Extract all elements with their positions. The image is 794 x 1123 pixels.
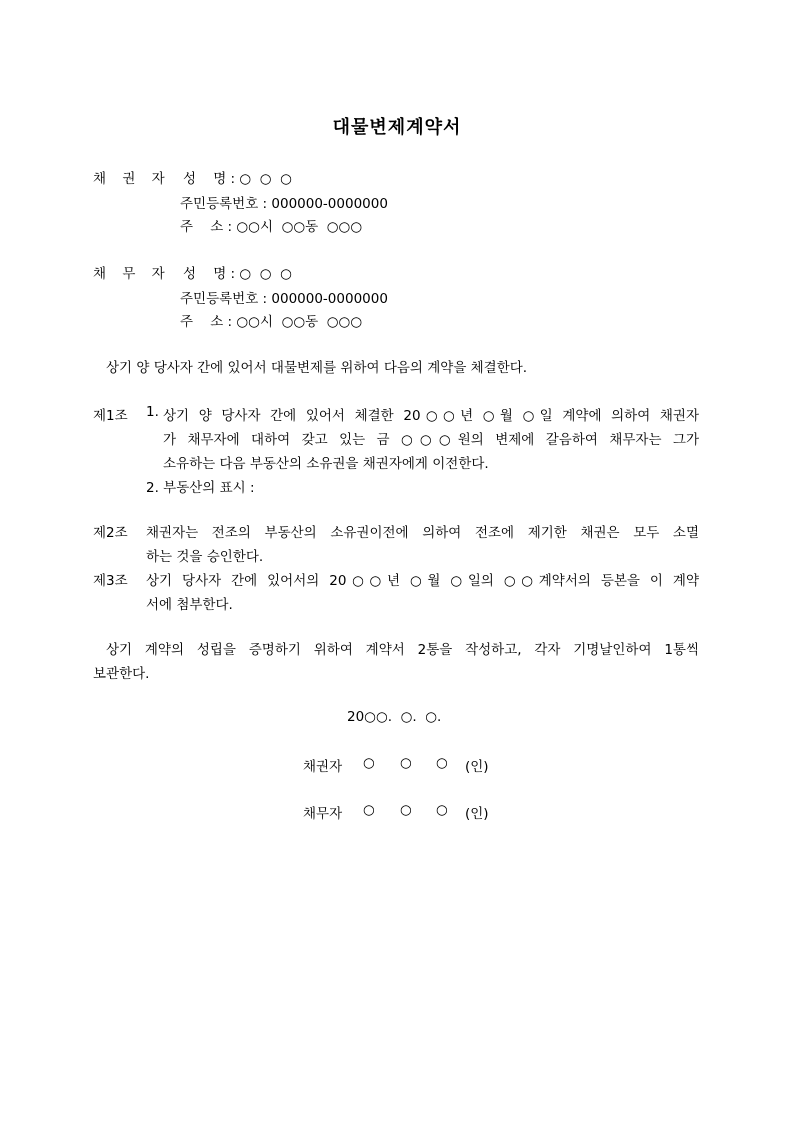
- article-1-label: 제1조: [93, 408, 128, 424]
- debtor-name-row: [183, 262, 292, 282]
- signature-role: 채무자: [303, 806, 343, 822]
- signature-role: 채권자: [303, 759, 343, 775]
- article-3-line-2: 서에 첨부한다.: [146, 597, 233, 613]
- creditor-id-label: 주민등록번호 :: [180, 196, 268, 212]
- creditor-role-label: 채 권 자: [93, 171, 171, 187]
- signature-name-char: ○: [400, 802, 412, 818]
- intro-paragraph: 상기 양 당사자 간에 있어서 대물변제를 위하여 다음의 계약을 체결한다.: [106, 360, 528, 376]
- debtor-address-value: ○○시 ○○동 ○○○: [236, 314, 363, 330]
- article-2-line-2: 하는 것을 승인한다.: [146, 549, 264, 565]
- creditor-address-label: 주 소 :: [180, 219, 233, 235]
- creditor-name-row: [183, 167, 292, 187]
- article-1-item-1-line-1: 상기 양 당사자 간에 있어서 체결한 20○○년 ○월 ○일 계약에 의하여 채권자: [163, 408, 699, 424]
- signature-name-char: ○: [436, 755, 448, 771]
- article-1-item-2: 2. 부동산의 표시 :: [146, 480, 255, 496]
- article-3-line-1: 상기 당사자 간에 있어서의 20○○년 ○월 ○일의 ○○계약서의 등본을 이 계약: [146, 573, 699, 589]
- debtor-id-label: 주민등록번호 :: [180, 291, 268, 307]
- debtor-name-label: 성 명 :: [183, 266, 236, 282]
- creditor-name-label: 성 명 :: [183, 171, 236, 187]
- signature-name-char: ○: [363, 755, 375, 771]
- article-1-item-1-line-2: 가 채무자에 대하여 갖고 있는 금 ○○○원의 변제에 갈음하여 채무자는 그가: [163, 432, 699, 448]
- article-3-label: 제3조: [93, 573, 128, 589]
- document-title: 대물변제계약서: [332, 117, 462, 138]
- contract-date: 20○○. ○. ○.: [347, 709, 442, 725]
- creditor-id-value: 000000-0000000: [271, 196, 388, 212]
- article-1-item-1-line-3: 소유하는 다음 부동산의 소유권을 채권자에게 이전한다.: [163, 456, 489, 472]
- article-2-line-1: 채권자는 전조의 부동산의 소유권이전에 의하여 전조에 제기한 채권은 모두 소멸: [146, 525, 699, 541]
- creditor-address-value: ○○시 ○○동 ○○○: [236, 219, 363, 235]
- closing-line-1: 상기 계약의 성립을 증명하기 위하여 계약서 2통을 작성하고, 각자 기명날인하여 1통씩: [106, 642, 699, 658]
- creditor-address-row: [180, 215, 362, 235]
- article-2-label: 제2조: [93, 525, 128, 541]
- debtor-name-value: ○ ○ ○: [239, 266, 292, 282]
- debtor-address-label: 주 소 :: [180, 314, 233, 330]
- closing-line-2: 보관한다.: [93, 666, 150, 682]
- signature-name-char: ○: [363, 802, 375, 818]
- debtor-id-row: [180, 287, 388, 307]
- seal-mark: (인): [465, 759, 489, 775]
- article-1-item-1-number: 1.: [146, 404, 159, 420]
- signature-name-char: ○: [400, 755, 412, 771]
- seal-mark: (인): [465, 806, 489, 822]
- debtor-id-value: 000000-0000000: [271, 291, 388, 307]
- creditor-id-row: [180, 192, 388, 212]
- signature-name-char: ○: [436, 802, 448, 818]
- creditor-name-value: ○ ○ ○: [239, 171, 292, 187]
- debtor-role-label: 채 무 자: [93, 266, 171, 282]
- debtor-address-row: [180, 310, 362, 330]
